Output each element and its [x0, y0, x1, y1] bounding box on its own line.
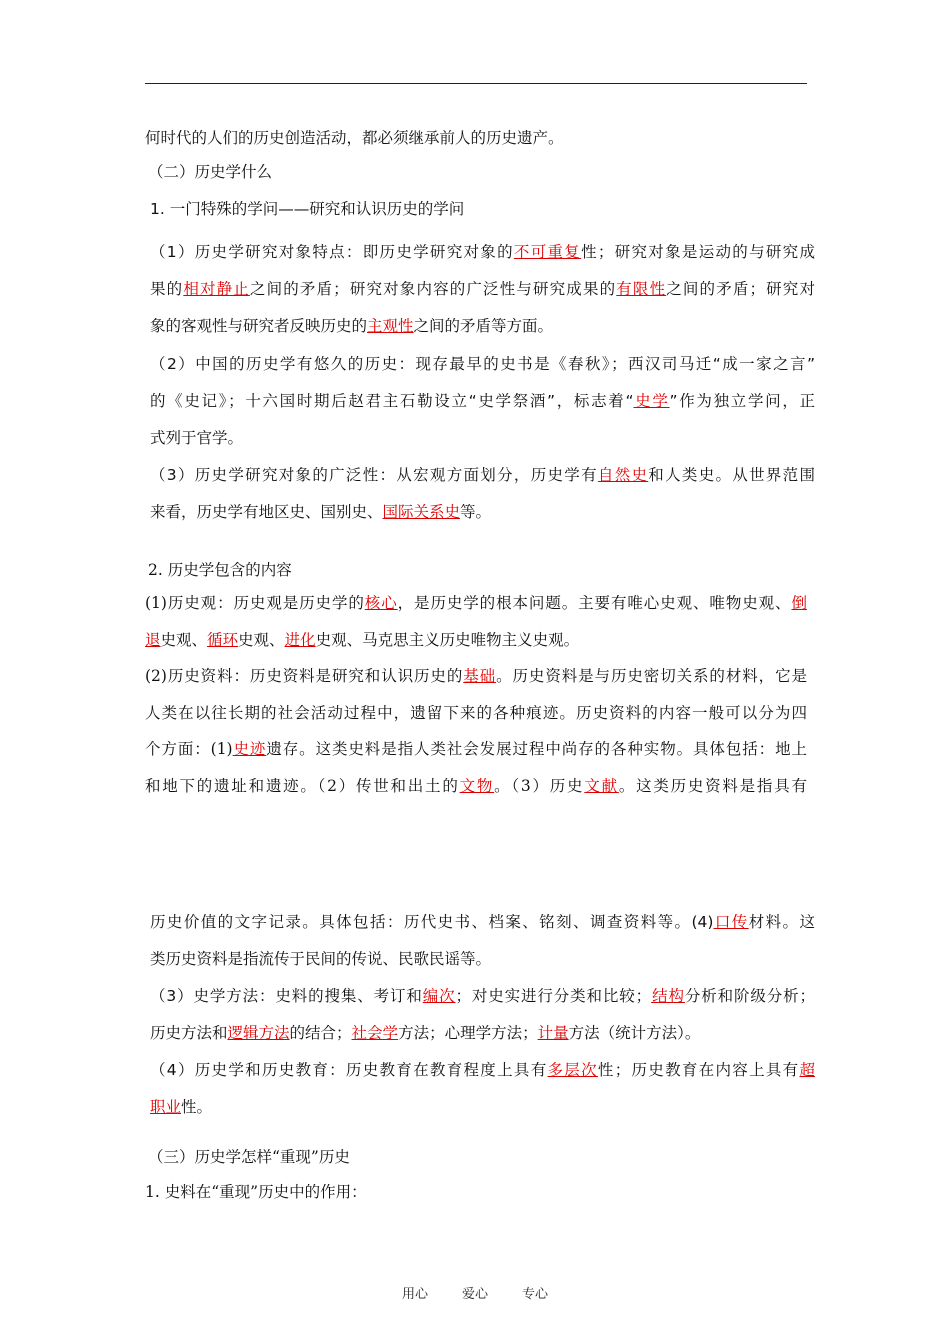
text: （3）历史学研究对象的广泛性：从宏观方面划分，历史学有: [150, 466, 598, 484]
keyword: 有限性: [616, 280, 667, 298]
text: 之间的矛盾；研究对: [666, 280, 815, 298]
keyword: 计量: [537, 1024, 569, 1042]
subheading-text: 1. 一门特殊的学问——研究和认识历史的学问: [150, 200, 465, 218]
s2-line-4: 人类在以往长期的社会活动过程中，遗留下来的各种痕迹。历史资料的内容一般可以分为四: [145, 703, 807, 722]
text: 个方面：(1): [145, 740, 233, 758]
text: 历史价值的文字记录。具体包括：历代史书、档案、铭刻、调查资料等。(4): [150, 913, 714, 931]
keyword: 基础: [463, 667, 497, 685]
keyword: 社会学: [351, 1024, 399, 1042]
s2-line-6: [145, 768, 807, 805]
b-line-2: 类历史资料是指流传于民间的传说、民歌民谣等。: [150, 950, 492, 968]
subheading-1: [150, 197, 820, 219]
text: 方法（统计方法）。: [568, 1024, 701, 1042]
intro-line: 何时代的人们的历史创造活动，都必须继承前人的历史遗产。: [145, 129, 564, 147]
keyword: 文献: [584, 776, 619, 795]
keyword: 编次: [422, 987, 456, 1005]
bottom-block: [150, 904, 815, 1126]
text: 和地下的遗址和遗迹。（2）传世和出土的: [145, 776, 460, 795]
text: 材料。这: [748, 913, 815, 931]
text: (1)历史观：历史观是历史学的: [145, 594, 365, 612]
b-line-6: [150, 1089, 815, 1126]
text: 。历史资料是与历史密切关系的材料，它是: [496, 667, 807, 685]
section-heading-3: [148, 1145, 818, 1167]
keyword: 结构: [651, 987, 685, 1005]
text: 象的客观性与研究者反映历史的: [150, 317, 368, 335]
subheading-3-1: [145, 1180, 815, 1202]
subheading-text: 1. 史料在“重现”历史中的作用：: [145, 1183, 367, 1201]
keyword: 倒: [791, 594, 807, 612]
keyword: 自然史: [597, 466, 649, 484]
text: （4）历史学和历史教育：历史教育在教育程度上具有: [150, 1061, 548, 1079]
text: (2)历史资料：历史资料是研究和认识历史的: [145, 667, 464, 685]
paragraph-2: [150, 346, 815, 457]
footer-text-2: 爱心: [461, 1287, 488, 1302]
section-2-body: [145, 585, 807, 804]
text: 遗存。这类史料是指人类社会发展过程中尚存的各种实物。具体包括：地上: [266, 740, 807, 758]
footer-text-1: 用心: [401, 1287, 428, 1302]
s2-line-2: [145, 622, 807, 659]
p2-line-3: 式列于官学。: [150, 429, 244, 447]
text: 的结合；: [289, 1024, 352, 1042]
keyword: 不可重复: [513, 243, 582, 261]
text: 性。: [181, 1098, 213, 1116]
text: 和人类史。从世界范围: [648, 466, 815, 484]
b-line-5: [150, 1052, 815, 1089]
heading-text: 2. 历史学包含的内容: [148, 561, 292, 579]
text: 史观、马克思主义历史唯物主义史观。: [315, 630, 580, 649]
text: 果的: [150, 280, 184, 298]
text: ”作为独立学问，正: [669, 392, 815, 410]
keyword: 超: [799, 1061, 815, 1079]
p2-line-1: （2）中国的历史学有悠久的历史：现存最早的史书是《春秋》；西汉司马迁“成一家之言”: [150, 355, 815, 373]
keyword: 文物: [459, 776, 495, 795]
s2-line-5: [145, 731, 807, 768]
s2-line-1: [145, 585, 807, 622]
text: 分析和阶级分析；: [684, 987, 815, 1005]
keyword: 多层次: [547, 1061, 598, 1079]
heading-text: （二）历史学什么: [148, 163, 273, 181]
text: 性；历史教育在内容上具有: [597, 1061, 800, 1079]
text: 。这类历史资料是指具有: [618, 776, 807, 795]
text: ；对史实进行分类和比较；: [455, 987, 652, 1005]
intro-block: [145, 126, 815, 148]
p3-line-1: [150, 457, 815, 494]
heading-text: （三）历史学怎样“重现”历史: [148, 1148, 350, 1166]
text: （1）历史学研究对象特点：即历史学研究对象的: [150, 243, 514, 261]
text: 之间的矛盾；研究对象内容的广泛性与研究成果的: [249, 280, 617, 298]
keyword: 相对静止: [183, 280, 250, 298]
keyword: 口传: [713, 913, 749, 931]
keyword: 史学: [633, 392, 670, 410]
text: ，是历史学的根本问题。主要有唯心史观、唯物史观、: [397, 594, 792, 612]
header-rule: [145, 83, 807, 84]
paragraph-3: [150, 457, 815, 531]
text: 的《史记》；十六国时期后赵君主石勒设立“史学祭酒”，标志着“: [150, 392, 634, 410]
text: 历史方法和: [150, 1024, 228, 1042]
p1-line-1: [150, 234, 815, 271]
p3-line-2: [150, 494, 815, 531]
text: 史观、: [238, 630, 285, 649]
page-footer: [0, 1283, 950, 1302]
keyword: 退: [145, 630, 161, 649]
text: 方法；心理学方法；: [398, 1024, 538, 1042]
p1-line-2: [150, 271, 815, 308]
p2-line-2: [150, 383, 815, 420]
keyword: 史迹: [232, 740, 267, 758]
s2-line-3: [145, 658, 807, 695]
section-2-heading: [148, 558, 818, 580]
keyword: 逻辑方法: [227, 1024, 290, 1042]
text: 之间的矛盾等方面。: [413, 317, 554, 335]
b-line-1: [150, 904, 815, 941]
b-line-4: [150, 1015, 815, 1052]
keyword: 循环: [207, 630, 239, 649]
b-line-3: [150, 978, 815, 1015]
text: 来看，历史学有地区史、国别史、: [150, 503, 383, 521]
keyword: 主观性: [367, 317, 414, 335]
text: （3）史学方法：史料的搜集、考订和: [150, 987, 423, 1005]
section-heading-2: [148, 160, 818, 182]
keyword: 进化: [284, 630, 316, 649]
keyword: 核心: [364, 594, 398, 612]
keyword: 职业: [150, 1098, 182, 1116]
text: 等。: [460, 503, 492, 521]
footer-text-3: 专心: [522, 1287, 549, 1302]
text: 性；研究对象是运动的与研究成: [581, 243, 815, 261]
p1-line-3: [150, 308, 815, 345]
paragraph-1: [150, 234, 815, 345]
text: 。（3）历史: [494, 776, 585, 795]
text: 史观、: [160, 630, 208, 649]
keyword: 国际关系史: [382, 503, 461, 521]
